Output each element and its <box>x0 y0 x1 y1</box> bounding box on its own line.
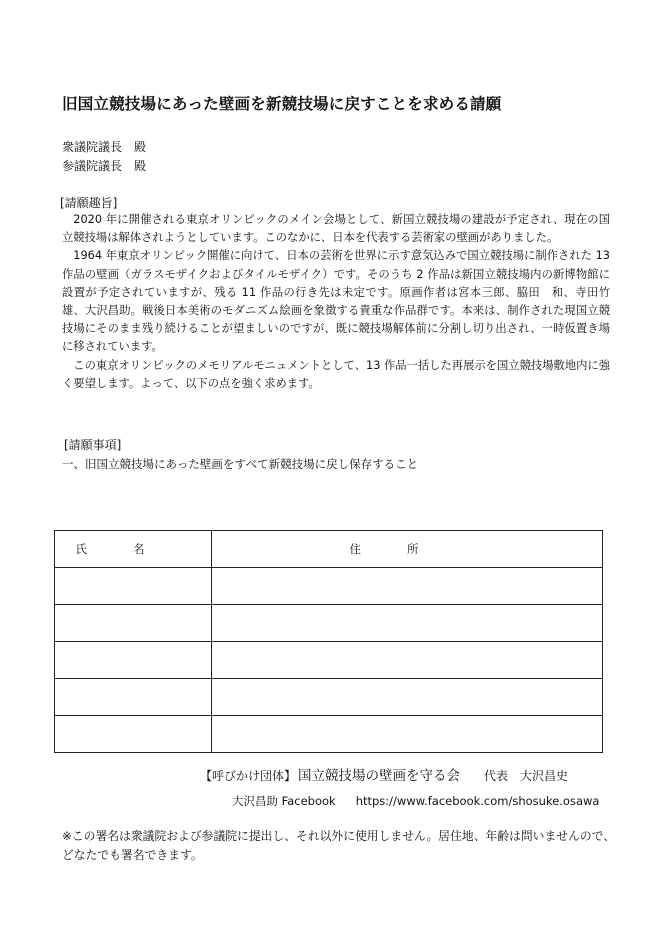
signature-row <box>55 642 603 679</box>
request-item: 一、旧国立競技場にあった壁画をすべて新競技場に戻し保存すること <box>62 457 419 471</box>
signature-row <box>55 679 603 716</box>
purpose-heading: [請願趣旨] <box>60 196 118 210</box>
name-cell[interactable] <box>55 568 212 605</box>
request-heading: [請願事項] <box>64 438 122 452</box>
name-cell[interactable] <box>55 642 212 679</box>
signature-row <box>55 716 603 753</box>
name-column-header: 氏名 <box>55 531 212 568</box>
addressee-house-of-councillors: 参議院議長 殿 <box>62 159 147 173</box>
address-cell[interactable] <box>212 642 603 679</box>
organizer-name: 国立競技場の壁画を守る会 <box>298 768 461 784</box>
organizer-label: 【呼びかけ団体】 <box>200 769 297 783</box>
signature-row <box>55 568 603 605</box>
address-cell[interactable] <box>212 716 603 753</box>
facebook-line <box>232 793 622 809</box>
document-title: 旧国立競技場にあった壁画を新競技場に戻すことを求める請願 <box>62 95 502 113</box>
address-cell[interactable] <box>212 568 603 605</box>
purpose-paragraph: 1964 年東京オリンピック開催に向けて、日本の芸術を世界に示す意気込みで国立競技場に制作された 13 作品の壁画（ガラスモザイクおよびタイルモザイク）です。そのうち 2 作品は新国立競技場内の新博物館に設置が予定されていますが、残る 11 作品の行き先は未定です。原画作者は宮本三郎、脇田 和、寺田竹雄、大沢昌助。戦後日本美術のモダニズム絵画を象徴する貴重な作品群です。本来は、制作された現国立競技場にそのまま残り続けることが望ましいのですが、既に競技場解体前に分割し切り出され、一時仮置き場に移されています。 <box>62 249 610 354</box>
signature-table-header <box>55 531 603 568</box>
facebook-label: 大沢昌助 Facebook <box>232 794 336 808</box>
address-column-header: 住所 <box>212 531 603 568</box>
facebook-url[interactable]: https://www.facebook.com/shosuke.osawa <box>355 794 600 808</box>
purpose-body <box>62 211 610 393</box>
purpose-paragraph: 2020 年に開催される東京オリンピックのメイン会場として、新国立競技場の建設が予定され、現在の国立競技場は解体されようとしています。このなかに、日本を代表する芸術家の壁画がありました。 <box>62 213 610 245</box>
signature-row <box>55 605 603 642</box>
signature-table <box>54 530 603 753</box>
privacy-note: ※この署名は衆議院および参議院に提出し、それ以外に使用しません。居住地、年齢は問いませんので、どなたでも署名できます。 <box>62 829 616 862</box>
address-cell[interactable] <box>212 605 603 642</box>
organizer-line <box>200 764 620 784</box>
name-cell[interactable] <box>55 605 212 642</box>
organizer-representative: 代表 大沢昌史 <box>484 769 569 783</box>
purpose-paragraph: この東京オリンピックのメモリアルモニュメントとして、13 作品一括した再展示を国立競技場敷地内に強く要望します。よって、以下の点を強く求めます。 <box>62 358 610 390</box>
name-cell[interactable] <box>55 679 212 716</box>
address-cell[interactable] <box>212 679 603 716</box>
addressee-house-of-representatives: 衆議院議長 殿 <box>62 140 147 154</box>
name-cell[interactable] <box>55 716 212 753</box>
